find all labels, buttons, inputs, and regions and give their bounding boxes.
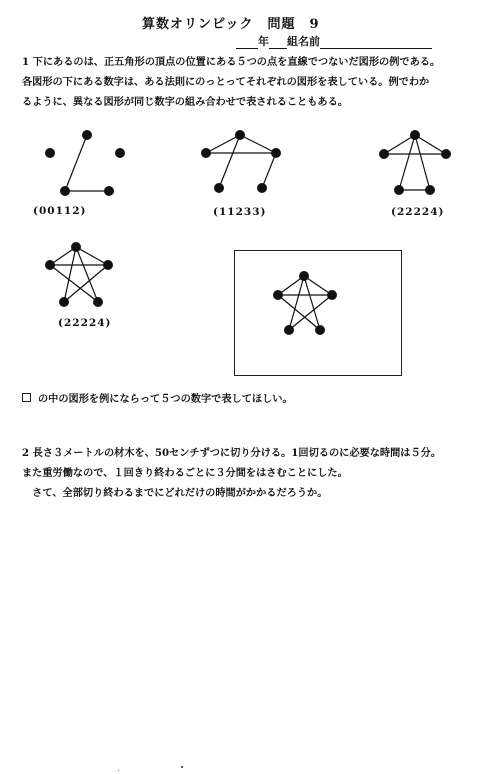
problem1-line: 各図形の下にある数字は、ある法則にのっとってそれぞれの図形を表している。例でわか xyxy=(22,76,430,88)
figure-1-caption: (00112) xyxy=(33,205,87,217)
box-symbol-icon xyxy=(22,393,31,402)
name-blank[interactable] xyxy=(320,37,432,49)
scan-speck xyxy=(118,770,119,771)
problem1-line: 1 下にあるのは、正五角形の頂点の位置にある５つの点を直線でつないだ図形の例である。 xyxy=(22,56,441,68)
scan-speck xyxy=(181,766,183,768)
problem2-line: さて、全部切り終わるまでにどれだけの時間がかかるだろうか。 xyxy=(22,487,328,499)
figure-2-caption: (11233) xyxy=(213,206,267,218)
figure-5 xyxy=(268,270,368,350)
year-blank[interactable] xyxy=(236,37,258,49)
problem2-text xyxy=(22,443,441,503)
figure-2 xyxy=(196,125,296,205)
problem1-text xyxy=(22,52,440,112)
figure-3-caption: (22224) xyxy=(391,206,445,218)
problem1-line: るように、異なる図形が同じ数字の組み合わせで表されることもある。 xyxy=(22,96,348,108)
class-blank[interactable] xyxy=(269,37,287,49)
year-label: 年 xyxy=(258,35,269,48)
figure-3 xyxy=(374,125,474,205)
figure-1 xyxy=(40,125,140,205)
class-name-label: 組名前 xyxy=(287,35,320,48)
worksheet-title: 算数オリンピック 問題 9 xyxy=(142,17,320,32)
problem1-question xyxy=(22,389,293,409)
problem2-line: 2 長さ３メートルの材木を、50センチずつに切り分ける。1回切るのに必要な時間は５分。 xyxy=(22,447,442,459)
figure-4 xyxy=(40,240,140,320)
figure-4-caption: (22224) xyxy=(58,317,112,329)
problem1-question-text: の中の図形を例にならって５つの数字で表してほしい。 xyxy=(38,393,293,405)
problem2-line: また重労働なので、１回きり終わるごとに３分間をはさむことにした。 xyxy=(22,467,348,479)
name-line xyxy=(236,33,432,49)
